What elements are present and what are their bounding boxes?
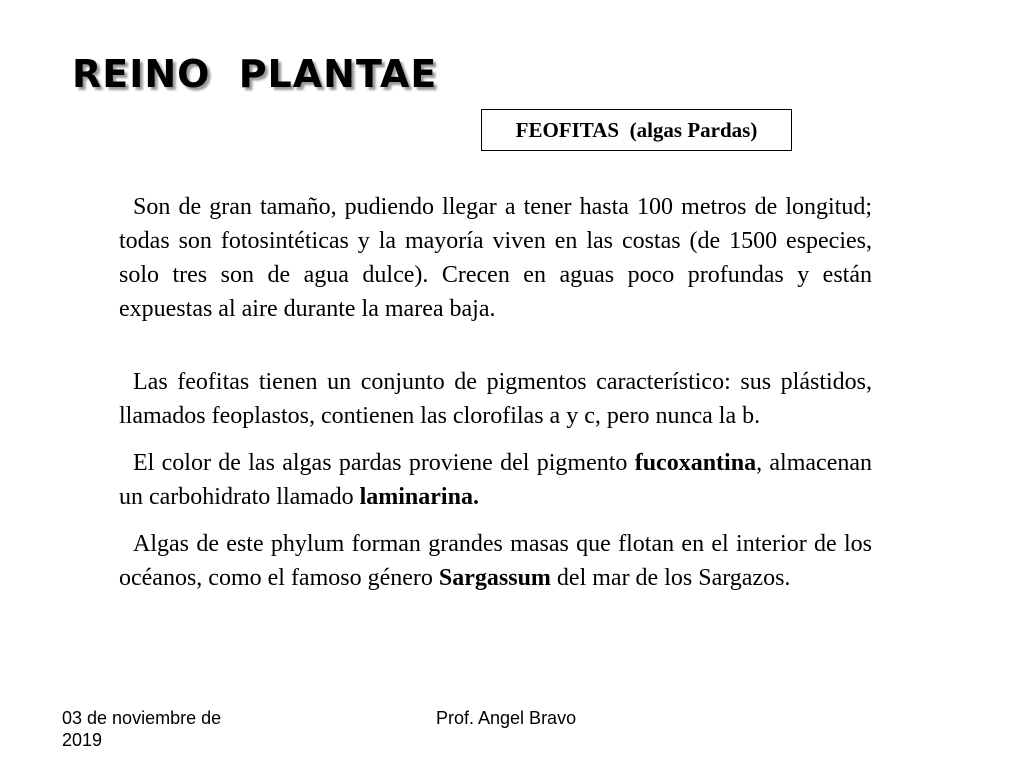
term-laminarina: laminarina.	[359, 484, 479, 510]
paragraph-sargassum	[119, 527, 872, 595]
footer-date: 03 de noviembre de 2019	[62, 708, 222, 750]
paragraph-sargassum-text-2: del mar de los Sargazos.	[550, 565, 791, 591]
term-fucoxantina: fucoxantina	[634, 450, 757, 476]
paragraph-size: Son de gran tamaño, pudiendo llegar a tener hasta 100 metros de longitud; todas son fotosintéticas y la mayoría viven en las costas (de 1500 especies, solo tres son de agua dulce). Crecen en aguas poco profundas y están expuestas al aire durante la marea baja.	[119, 194, 872, 322]
body-text	[119, 190, 872, 595]
subtitle-box: FEOFITAS (algas Pardas)	[481, 109, 792, 151]
paragraph-color-text-2: , almacenan un carbohidrato llamado	[119, 450, 872, 510]
paragraph-pigments: Las feofitas tienen un conjunto de pigmentos característico: sus plástidos, llamados feoplastos, contienen las clorofilas a y c, pero nunca la b.	[119, 369, 872, 429]
footer-author: Prof. Angel Bravo	[436, 708, 577, 728]
slide-title: REINO PLANTAE	[72, 52, 438, 96]
paragraph-sargassum-text-1: Algas de este phylum forman grandes masas que flotan en el interior de los océanos, como el famoso género	[119, 531, 872, 591]
paragraph-color-text-1: El color de las algas pardas proviene del pigmento	[133, 450, 635, 476]
paragraph-color	[119, 446, 872, 514]
term-sargassum: Sargassum	[438, 565, 551, 591]
